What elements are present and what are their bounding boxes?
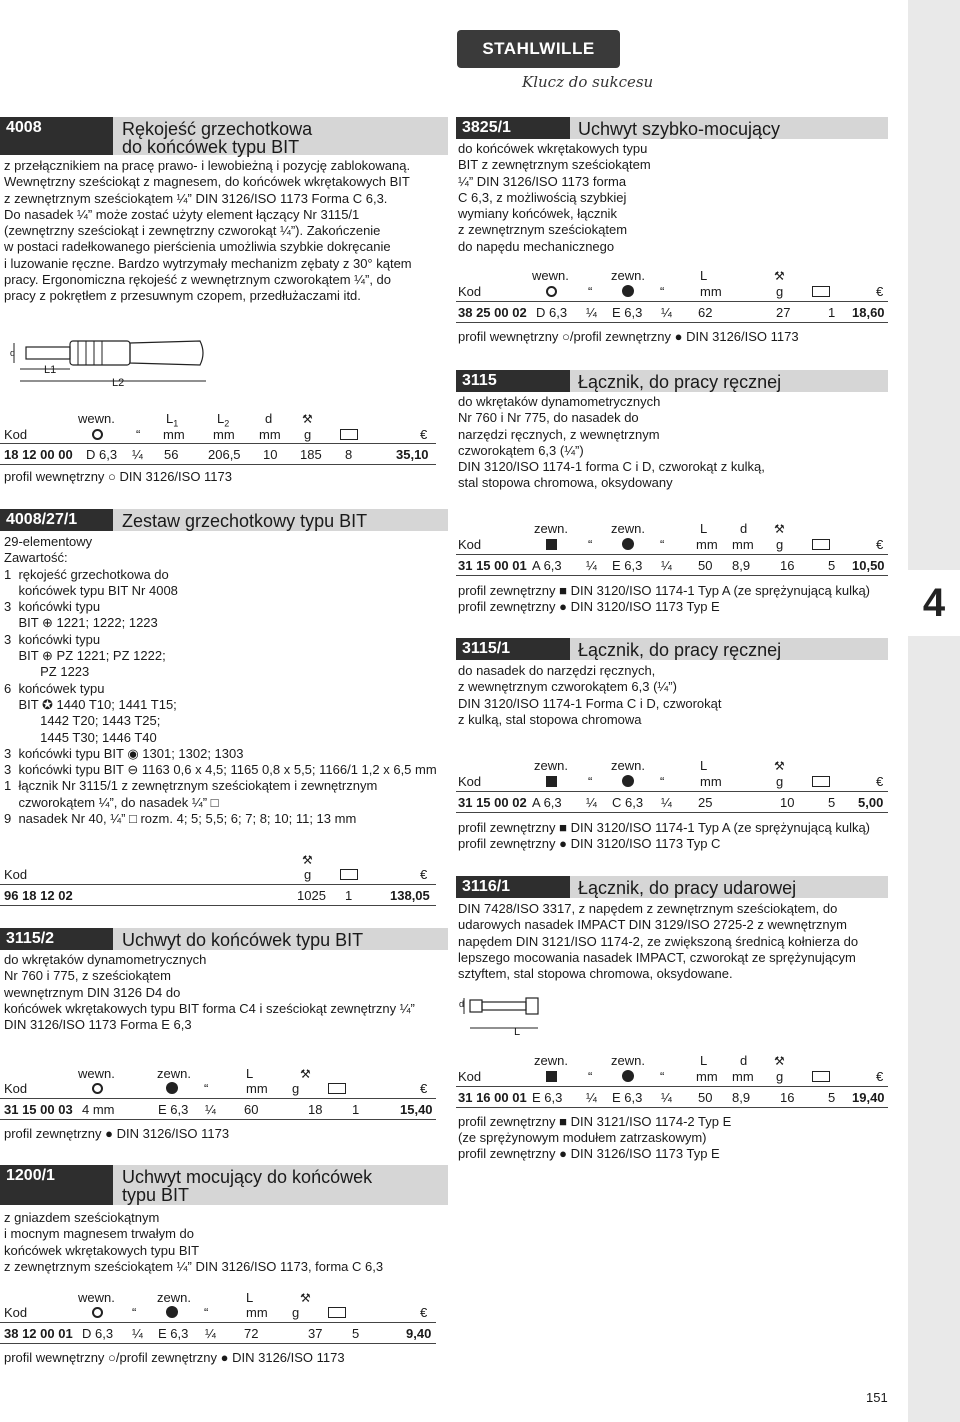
description-line: DIN 3126/ISO 1173 Forma E 6,3 xyxy=(4,1017,192,1033)
description-line: czworokątem 6,3 (¼”) xyxy=(458,442,584,458)
description-line: końcówek typu BIT Nr 4008 xyxy=(4,582,178,598)
description-line: końcówek wkrętakowych typu BIT xyxy=(4,1242,200,1258)
description-line: 1 łącznik Nr 3115/1 z zewnętrznym sześciokątem i zewnętrznym xyxy=(4,778,378,794)
description-line: z przełącznikiem na pracę prawo- i lewobieżną i pozycję zablokowaną. xyxy=(4,158,411,173)
section-title: Rękojeść grzechotkowa xyxy=(122,119,313,139)
description-line: Nr 760 i Nr 775, do nasadek do xyxy=(458,410,639,426)
description-line: udarowych nasadek IMPACT DIN 3129/ISO 2725-2 z wewnętrznym xyxy=(458,917,847,933)
description-line: 3 końcówki typu BIT ⊖ 1163 0,6 x 4,5; 1165 0,8 x 5,5; 1166/1 1,2 x 6,5 mm xyxy=(4,762,437,778)
description-line: z zewnętrznym sześciokątem ¼” DIN 3126/ISO 1173, forma C 6,3 xyxy=(4,1258,384,1274)
description-line: narzędzi ręcznych, z wewnętrznym xyxy=(458,426,660,442)
description-line: 6 końcówek typu xyxy=(4,680,105,696)
description-line: Zawartość: xyxy=(4,550,68,566)
page-number: 151 xyxy=(866,1390,888,1405)
section-3116-1-header: 3116/1 Łącznik, do pracy udarowej xyxy=(456,876,888,898)
divider xyxy=(0,464,436,465)
package-icon xyxy=(340,427,358,443)
tools-icon: ⚒ xyxy=(302,853,313,867)
ring-icon xyxy=(92,427,103,443)
section-title-2: do końcówek typu BIT xyxy=(122,137,300,157)
description xyxy=(458,663,721,728)
stahlwille-logo: STAHLWILLE xyxy=(457,30,620,68)
description-line: BIT ⊕ PZ 1221; PZ 1222; xyxy=(4,648,166,664)
description-line: ¼” DIN 3126/ISO 1173 forma xyxy=(458,173,627,189)
description-line: DIN 3120/ISO 1174-1 forma C i D, czworokąt z kulką, xyxy=(458,459,765,475)
description xyxy=(458,901,858,982)
tools-icon: ⚒ xyxy=(302,412,313,426)
slogan: Klucz do sukcesu xyxy=(522,73,654,91)
set-contents xyxy=(4,534,437,827)
description-line: z zewnętrznym sześciokątem xyxy=(458,222,628,238)
section-code: 4008 xyxy=(0,117,113,155)
description-line: i luzowanie ręczne. Bardzo wytrzymały mechanizm zębaty z 30° kątem xyxy=(4,255,412,271)
description xyxy=(4,1210,383,1275)
description-line: wymiany końcówek, łącznik xyxy=(458,206,617,222)
description-line: z gniazdem sześciokątnym xyxy=(4,1210,160,1225)
adapter-drawing xyxy=(456,992,596,1040)
package-icon xyxy=(340,867,358,883)
description-line: do nasadek do narzędzi ręcznych, xyxy=(458,663,656,678)
description xyxy=(458,394,765,492)
description-line: w postaci radełkowanego pierścienia umożliwia szybkie dokręcanie xyxy=(4,239,391,255)
description-line: 1445 T30; 1446 T40 xyxy=(4,729,157,745)
section-4008-27-header: 4008/27/1 Zestaw grzechotkowy typu BIT xyxy=(0,509,448,531)
description-line: 3 końcówki typu BIT ◉ 1301; 1302; 1303 xyxy=(4,745,244,761)
description-line: napędem DIN 3121/ISO 1174-2, ze zwiększoną średnicą kołnierza do xyxy=(458,933,859,949)
description-line: stal stopowa chromowa, oksydowany xyxy=(458,475,673,491)
description-line: 3 końcówki typu xyxy=(4,599,101,615)
description-line: lepszego mocowania nasadek IMPACT, czworokąt ze sprężynującym xyxy=(458,949,856,965)
dim-d: d xyxy=(10,348,16,358)
description-line: BIT ✪ 1440 T10; 1441 T15; xyxy=(4,696,177,712)
description-line: PZ 1223 xyxy=(4,664,90,680)
section-3825-1-header: 3825/1 Uchwyt szybko-mocujący xyxy=(456,117,888,139)
description xyxy=(458,141,651,255)
description-line: BIT z zewnętrznym sześciokątem xyxy=(458,157,651,173)
divider xyxy=(0,443,436,444)
side-tab-bar xyxy=(908,0,960,1422)
description-line: Do nasadek ¼” może zostać użyty element łączący Nr 3115/1 xyxy=(4,206,360,222)
description-line: z kulką, stal stopowa chromowa xyxy=(458,711,642,727)
description xyxy=(4,158,412,305)
description-line: z wewnętrznym czworokątem 6,3 (¼”) xyxy=(458,679,677,695)
description-line: DIN 3120/ISO 1174-1 Forma C i D, czworokąt xyxy=(458,695,722,711)
description xyxy=(4,952,415,1033)
description-line: Wewnętrzny sześciokąt z magnesem, do końcówek wkrętakowych BIT xyxy=(4,174,410,190)
description-line: DIN 7428/ISO 3317, z napędem z zewnętrznym sześciokątem, do xyxy=(458,901,838,916)
description-line: z zewnętrznym sześciokątem ¼” DIN 3126/ISO 1173 Forma C 6,3. xyxy=(4,190,388,206)
description-line: C 6,3, z możliwością szybkiej xyxy=(458,189,627,205)
description-line: 1 rękojeść grzechotkowa do xyxy=(4,566,169,582)
description-line: 1442 T20; 1443 T25; xyxy=(4,713,161,729)
chapter-number: 4 xyxy=(908,570,960,636)
description-line: BIT ⊕ 1221; 1222; 1223 xyxy=(4,615,158,631)
section-1200-1-header: 1200/1 Uchwyt mocujący do końcówek typu BIT xyxy=(0,1165,448,1205)
description-line: pracy. Ergonomiczna rękojeść z wewnętrznym czworokątem ¼”, do xyxy=(4,272,392,288)
description-line: do napędu mechanicznego xyxy=(458,238,615,254)
description-line: 9 nasadek Nr 40, ¼” □ rozm. 4; 5; 5,5; 6; 7; 8; 10; 11; 13 mm xyxy=(4,811,357,827)
description-line: Nr 760 i 775, z sześciokątem xyxy=(4,968,171,984)
section-3115-2-header: 3115/2 Uchwyt do końcówek typu BIT xyxy=(0,928,448,950)
section-3115-1-header: 3115/1 Łącznik, do pracy ręcznej xyxy=(456,638,888,660)
description-line: do wkrętaków dynamometrycznych xyxy=(4,952,207,967)
description-line: końcówek wkrętakowych typu BIT forma C4 i sześciokąt zewnętrzny ¼” xyxy=(4,1000,415,1016)
dim-l2: L2 xyxy=(112,377,125,389)
description-line: i mocnym magnesem trwałym do xyxy=(4,1226,194,1242)
description-line: (zewnętrzny sześciokąt i zewnętrzny czworokąt ¼”). Zakończenie xyxy=(4,223,381,239)
profile-note: profil wewnętrzny ○ DIN 3126/ISO 1173 xyxy=(4,469,232,484)
description-line: do wkrętaków dynamometrycznych xyxy=(458,394,661,409)
description-line: do końcówek wkrętakowych typu xyxy=(458,141,648,156)
description-line: czworokątem ¼”, do nasadek ¼” □ xyxy=(4,794,219,810)
description-line: wewnętrznym DIN 3126 D4 do xyxy=(4,984,181,1000)
section-4008-header xyxy=(0,117,448,155)
description-line: 29-elementowy xyxy=(4,534,93,549)
description-line: 3 końcówki typu xyxy=(4,631,101,647)
section-3115-header: 3115 Łącznik, do pracy ręcznej xyxy=(456,370,888,392)
dim-l1: L1 xyxy=(44,364,57,376)
description-line: sztyftem, stal stopowa chromowa, oksydowane. xyxy=(458,966,733,982)
description-line: pracy z pokrętłem z przesuwnym czopem, przedłużaczami itd. xyxy=(4,288,361,304)
